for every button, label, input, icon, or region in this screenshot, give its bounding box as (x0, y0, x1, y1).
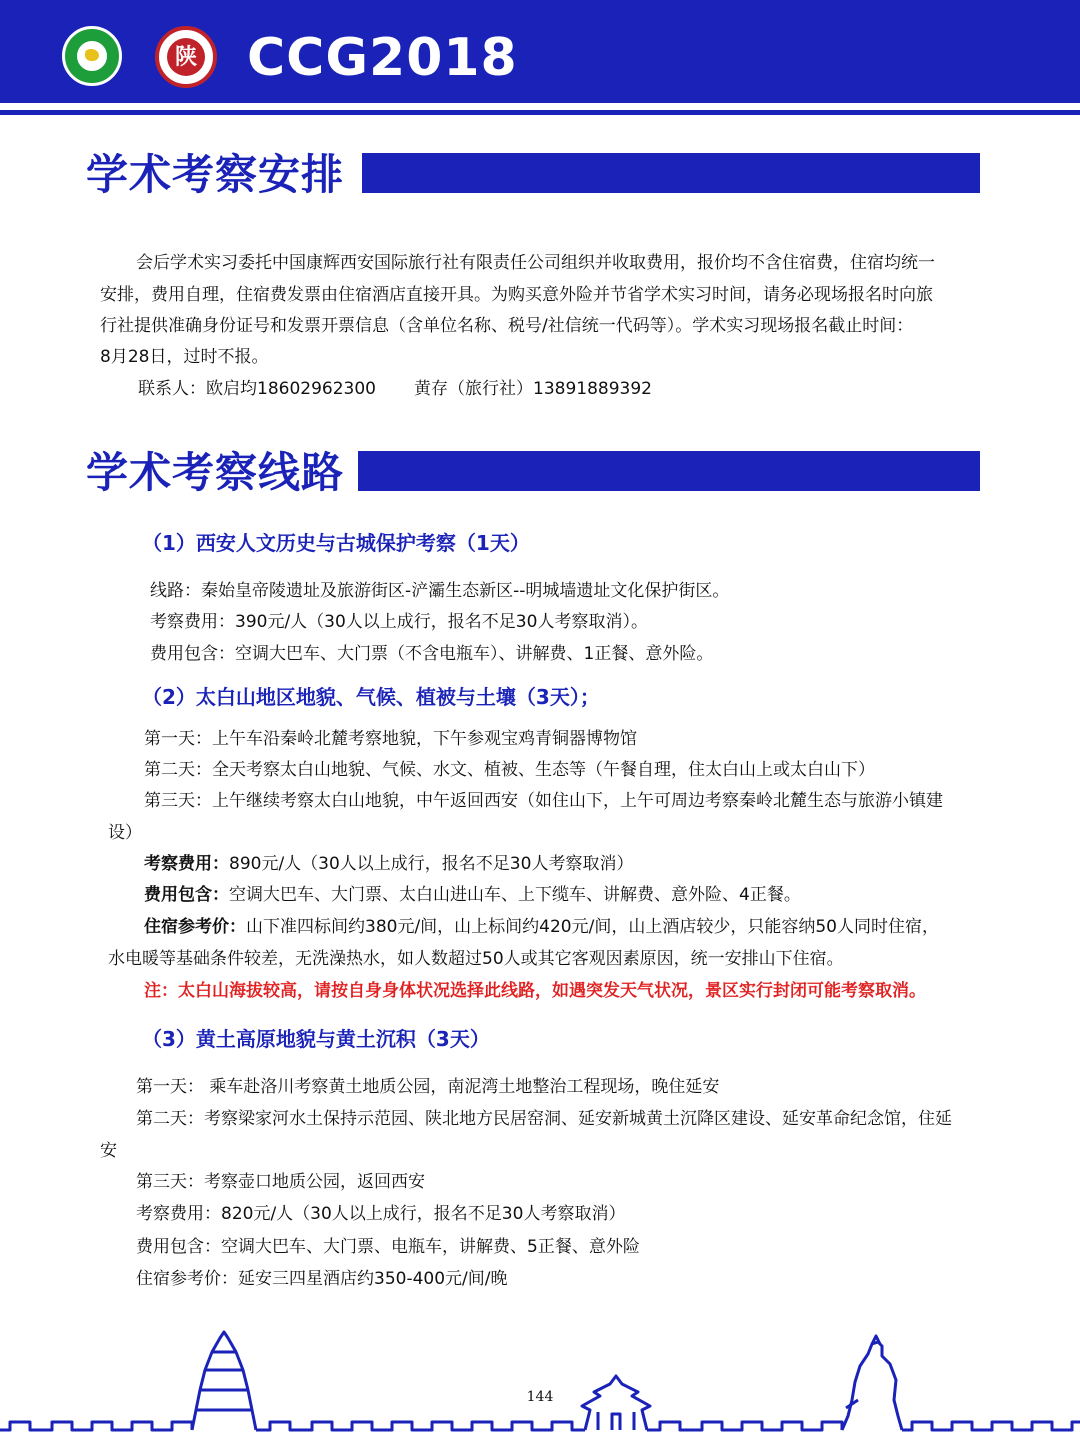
route2-fee (144, 853, 633, 875)
route2-incl-value: 空调大巴车、大门票、太白山进山车、上下缆车、讲解费、意外险、4正餐。 (229, 885, 801, 905)
route2-lodging (144, 916, 939, 938)
route2-included (144, 884, 801, 906)
university-seal-char: 陕 (167, 38, 205, 76)
header-banner (0, 0, 1080, 103)
route2-heading: （2）太白山地区地貌、气候、植被与土壤（3天）； (142, 685, 600, 709)
route2-fee-value: 890元/人（30人以上成行，报名不足30人考察取消） (229, 854, 634, 874)
route1-line: 线路：秦始皇帝陵遗址及旅游街区-浐灞生态新区--明城墙遗址文化保护街区。 (150, 581, 730, 601)
section-title-routes: 学术考察线路 (86, 448, 345, 497)
arrangement-paragraph-line: 8月28日，过时不报。 (100, 347, 269, 367)
route2-lodging-value: 山下准四标间约380元/间，山上标间约420元/间，山上酒店较少，只能容纳50人同时住宿， (246, 917, 939, 937)
route3-lodging: 住宿参考价：延安三四星酒店约350-400元/间/晚 (136, 1269, 508, 1289)
arrangement-paragraph-line: 会后学术实习委托中国康辉西安国际旅行社有限责任公司组织并收取费用，报价均不含住宿费，住宿均统一 (136, 253, 935, 273)
route3-day3: 第三天：考察壶口地质公园，返回西安 (136, 1172, 425, 1192)
association-logo-icon (62, 26, 122, 86)
route3-included: 费用包含：空调大巴车、大门票、电瓶车，讲解费、5正餐、意外险 (136, 1237, 640, 1257)
route3-day2-cont: 安 (100, 1141, 117, 1161)
route1-line: 费用包含：空调大巴车、大门票（不含电瓶车）、讲解费、1正餐、意外险。 (150, 644, 714, 664)
route2-day3-cont: 设） (108, 823, 142, 843)
header-divider (0, 110, 1080, 115)
route3-heading: （3）黄土高原地貌与黄土沉积（3天） (142, 1027, 490, 1051)
route3-day2: 第二天：考察梁家河水土保持示范园、陕北地方民居窑洞、延安新城黄土沉降区建设、延安革命纪念馆，住延 (136, 1109, 952, 1129)
arrangement-paragraph-line: 安排，费用自理，住宿费发票由住宿酒店直接开具。为购买意外险并节省学术实习时间，请务必现场报名时向旅 (100, 285, 933, 305)
route2-incl-label: 费用包含： (144, 885, 229, 905)
route1-line: 考察费用：390元/人（30人以上成行，报名不足30人考察取消）。 (150, 612, 648, 632)
university-seal-icon (155, 26, 217, 88)
route2-warning-note: 注：太白山海拔较高，请按自身身体状况选择此线路，如遇突发天气状况，景区实行封闭可能考察取消。 (144, 981, 926, 1001)
route3-fee: 考察费用：820元/人（30人以上成行，报名不足30人考察取消） (136, 1204, 626, 1224)
route2-day1: 第一天：上午车沿秦岭北麓考察地貌，下午参观宝鸡青铜器博物馆 (144, 729, 637, 749)
route2-day3: 第三天：上午继续考察太白山地貌，中午返回西安（如住山下，上午可周边考察秦岭北麓生态与旅游小镇建 (144, 791, 943, 811)
section-title-bar (362, 153, 980, 193)
route3-day1: 第一天： 乘车赴洛川考察黄土地质公园，南泥湾土地整治工程现场，晚住延安 (136, 1077, 720, 1097)
section-title-bar (358, 451, 980, 491)
route2-lodging-cont: 水电暖等基础条件较差，无洗澡热水，如人数超过50人或其它客观因素原因，统一安排山下住宿。 (108, 949, 844, 969)
route1-heading: （1）西安人文历史与古城保护考察（1天） (142, 531, 530, 555)
conference-brand: CCG2018 (247, 28, 518, 88)
route2-day2: 第二天：全天考察太白山地貌、气候、水文、植被、生态等（午餐自理，住太白山上或太白山下） (144, 760, 875, 780)
arrangement-paragraph-line: 行社提供准确身份证号和发票开票信息（含单位名称、税号/社信统一代码等）。学术实习现场报名截止时间： (100, 316, 914, 336)
contact-travel-agency: 黄存（旅行社）13891889392 (414, 379, 652, 399)
page-number: 144 (526, 1389, 554, 1405)
route2-fee-label: 考察费用： (144, 854, 229, 874)
contact-person: 联系人：欧启均18602962300 (138, 379, 376, 399)
route2-lodging-label: 住宿参考价： (144, 917, 246, 937)
section-title-arrangement: 学术考察安排 (86, 150, 345, 199)
